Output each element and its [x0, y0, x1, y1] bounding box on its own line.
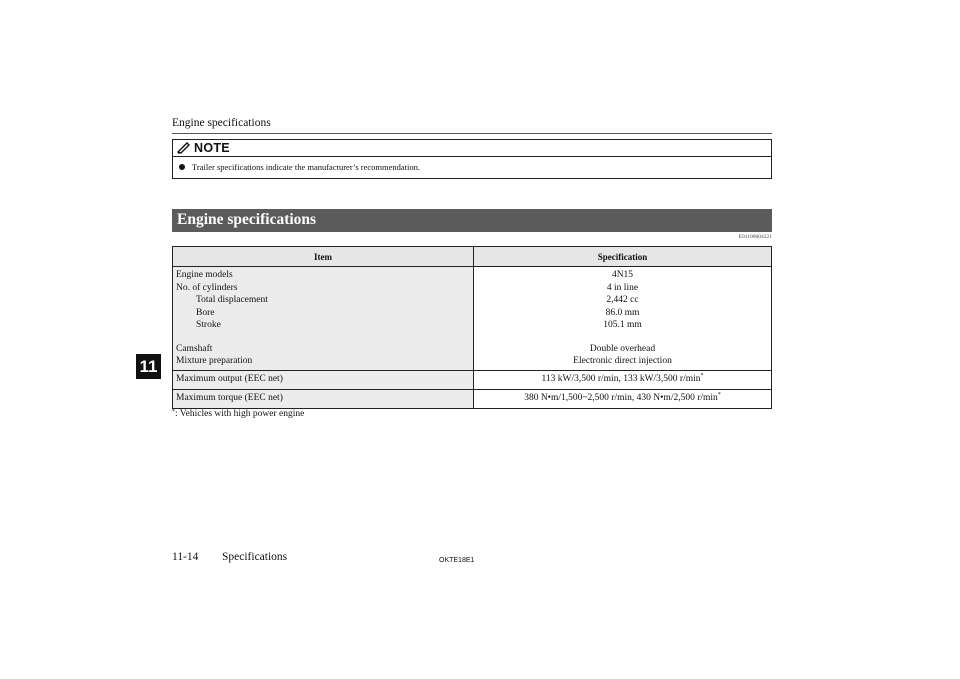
footnote-text: : Vehicles with high power engine	[175, 409, 305, 419]
cylinders-label: No. of cylinders	[176, 282, 238, 293]
footer-section: Specifications	[222, 551, 288, 563]
section-title: Engine specifications	[177, 211, 317, 228]
camshaft-value: Double overhead	[589, 343, 656, 354]
engine-spec-table	[172, 246, 772, 409]
note-box	[172, 139, 772, 179]
asterisk-mark: *	[717, 391, 721, 398]
section-code: E01100604221	[738, 234, 772, 240]
max-torque-label: Maximum torque (EEC net)	[173, 389, 474, 408]
section-header-bar	[172, 209, 772, 232]
engine-models-label: Engine models	[176, 270, 233, 280]
max-output-label: Maximum output (EEC net)	[173, 370, 474, 389]
item-header: Item	[173, 247, 474, 267]
note-pen-icon	[177, 142, 191, 154]
running-head: Engine specifications	[172, 117, 271, 129]
note-text: Trailer specifications indicate the manufacturer’s recommendation.	[192, 162, 421, 172]
engine-models-value: 4N15	[611, 270, 634, 280]
stroke-value: 105.1 mm	[603, 320, 642, 330]
bore-label: Bore	[196, 307, 215, 318]
max-torque-cell	[474, 389, 772, 408]
table-row	[173, 389, 772, 408]
stroke-label: Stroke	[196, 320, 221, 330]
asterisk-mark: *	[700, 372, 704, 379]
footnote	[172, 409, 304, 419]
spec-header: Specification	[474, 247, 772, 267]
header-rule	[172, 133, 772, 134]
footnote-mark: *	[172, 409, 175, 415]
spec-cell	[474, 267, 772, 371]
note-body	[177, 159, 767, 175]
item-cell	[173, 267, 474, 371]
max-output-cell	[474, 370, 772, 389]
page-number: 11-14	[172, 551, 199, 563]
table-header-row	[173, 247, 772, 267]
bullet-icon	[179, 164, 185, 170]
doc-code: OKTE18E1	[439, 557, 475, 564]
table-row	[173, 267, 772, 371]
bore-value: 86.0 mm	[605, 307, 640, 318]
max-torque-value: 380 N•m/1,500~2,500 r/min, 430 N•m/2,500 r/min	[524, 392, 718, 403]
cylinders-value: 4 in line	[606, 282, 639, 293]
mixture-label: Mixture preparation	[176, 356, 253, 366]
displacement-label: Total displacement	[196, 295, 268, 305]
camshaft-label: Camshaft	[176, 343, 213, 354]
note-header	[173, 140, 771, 157]
displacement-value: 2,442 cc	[606, 295, 639, 305]
mixture-value: Electronic direct injection	[573, 356, 672, 366]
table-row	[173, 370, 772, 389]
note-label: NOTE	[194, 141, 230, 155]
max-output-value: 113 kW/3,500 r/min, 133 kW/3,500 r/min	[541, 373, 701, 384]
chapter-tab: 11	[136, 354, 161, 379]
